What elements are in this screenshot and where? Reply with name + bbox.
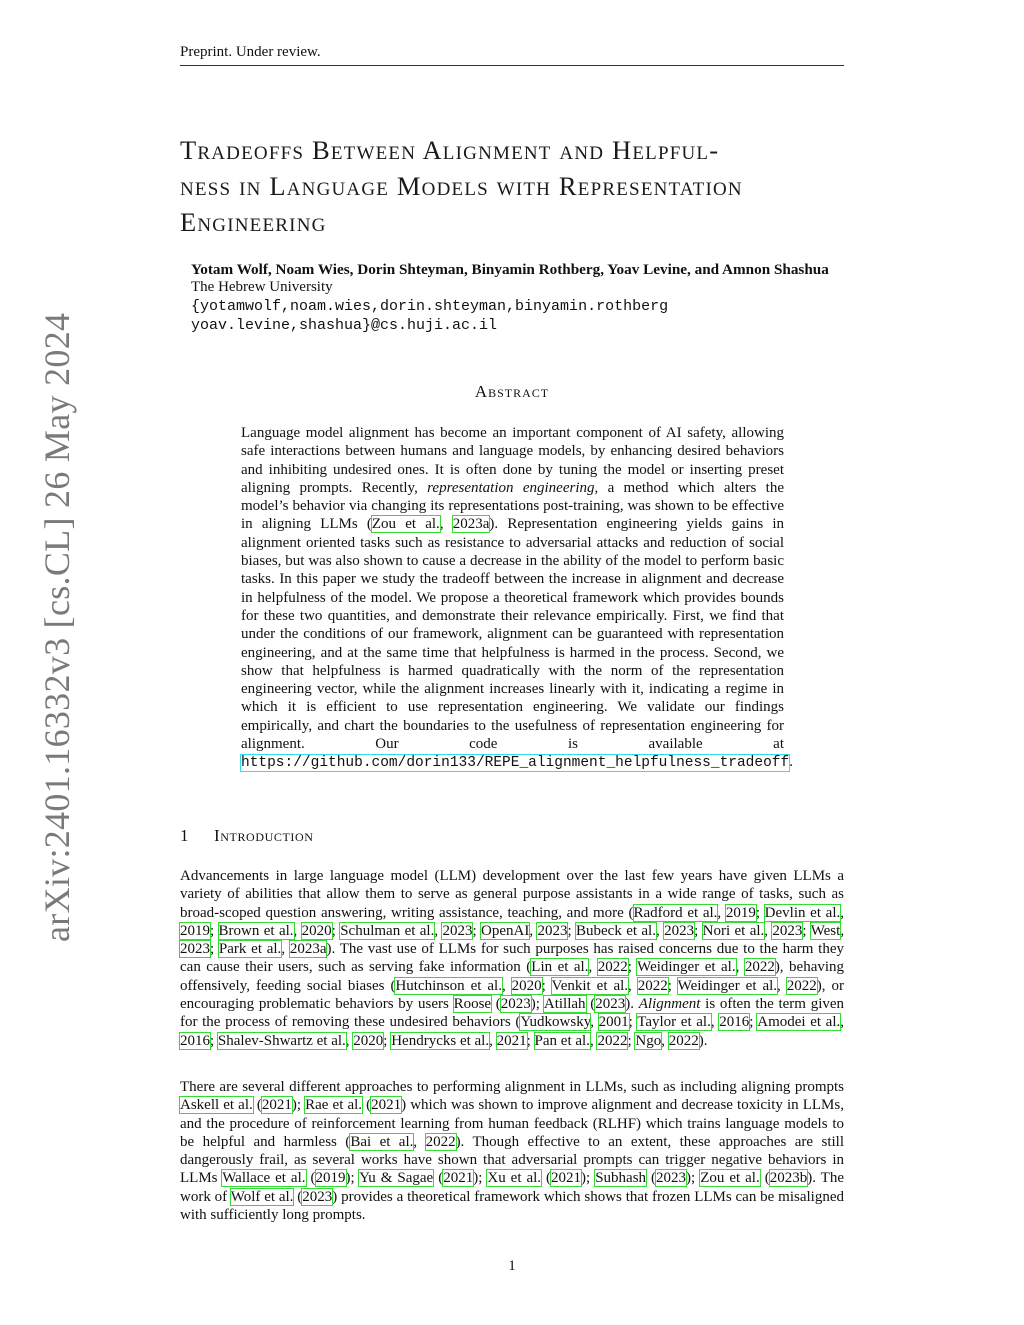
header-rule: [180, 65, 844, 66]
citation-link[interactable]: 2023: [442, 922, 473, 939]
author-email: {yotamwolf,noam.wies,dorin.shteyman,binyamin.rothberg: [191, 298, 669, 315]
citation-link[interactable]: 2022: [668, 1032, 699, 1049]
text-run: ). The work of: [180, 1170, 844, 1205]
text-run: .: [789, 754, 793, 771]
citation-link[interactable]: Weidinger et al.: [677, 977, 778, 994]
text-run: ). Though effective to an extent, these approaches are still dangerously frail, as several works have shown that adversarial prompts can trigger negative behaviors in LLMs: [180, 1133, 844, 1187]
text-run: );: [686, 1170, 701, 1187]
text-run: ;: [628, 1014, 638, 1031]
citation-link[interactable]: 2023: [500, 996, 531, 1013]
title-line: Engineering: [180, 207, 327, 237]
text-run: ), or encouraging problematic behaviors by users: [180, 977, 844, 1013]
citation-link[interactable]: 2021: [261, 1097, 292, 1114]
citation-link[interactable]: West: [810, 922, 841, 939]
citation-link[interactable]: Lin et al.: [531, 959, 589, 976]
section-title: Introduction: [214, 826, 314, 845]
citation-link[interactable]: Weidinger et al.: [637, 959, 736, 976]
citation-link[interactable]: Zou et al.: [700, 1170, 760, 1187]
text-run: ,: [489, 1032, 497, 1049]
text-run: (: [433, 1170, 444, 1187]
text-run: ;: [210, 941, 219, 958]
text-run: Language model alignment has become an important component of AI safety, allowing safe interactions between humans and language models, by enhancing desired behaviors and inhibiting undesired ones. It is often done by tuning the model or inserting preset aligning prompts. Recently,: [241, 425, 784, 496]
text-run: (: [362, 1097, 372, 1114]
citation-link[interactable]: Brown et al.: [218, 922, 294, 939]
text-run: ;: [749, 1014, 758, 1031]
author-list: Yotam Wolf, Noam Wies, Dorin Shteyman, Binyamin Rothberg, Yoav Levine, and Amnon Shashua: [191, 261, 829, 278]
text-run: ).: [625, 996, 639, 1013]
citation-link[interactable]: Amodei et al.: [757, 1014, 841, 1031]
text-run: ,: [661, 1032, 669, 1049]
text-run: ,: [293, 922, 302, 939]
text-run: (: [646, 1170, 657, 1187]
text-run: (: [293, 1188, 303, 1205]
text-run: ,: [434, 922, 443, 939]
citation-link[interactable]: 2023: [595, 996, 626, 1013]
text-run: ,: [717, 904, 726, 921]
citation-link[interactable]: Schulman et al.: [340, 922, 435, 939]
citation-link[interactable]: Roose: [453, 996, 492, 1013]
text-run: ;: [694, 922, 703, 939]
citation-link[interactable]: 2022: [786, 977, 817, 994]
text-run: ;: [210, 922, 219, 939]
citation-link[interactable]: Yu & Sagae: [359, 1170, 434, 1187]
citation-link[interactable]: 2023: [537, 922, 568, 939]
text-run: ,: [529, 922, 538, 939]
text-run: ;: [627, 1032, 636, 1049]
affiliation: The Hebrew University: [191, 279, 333, 295]
citation-link[interactable]: Venkit et al.: [551, 977, 629, 994]
citation-link[interactable]: Wallace et al.: [222, 1170, 306, 1187]
citation-link[interactable]: Nori et al.: [702, 922, 765, 939]
citation-link[interactable]: 2021: [371, 1097, 402, 1114]
abstract-body: [241, 424, 793, 773]
citation-link[interactable]: 2021: [496, 1032, 527, 1049]
citation-link[interactable]: 2021: [443, 1170, 474, 1187]
citation-link[interactable]: 2022: [597, 959, 628, 976]
citation-link[interactable]: 2022: [597, 1032, 628, 1049]
text-run: (: [541, 1170, 552, 1187]
abstract-heading: Abstract: [474, 382, 550, 401]
text-run: );: [345, 1170, 360, 1187]
citation-link[interactable]: Taylor et al.: [637, 1014, 711, 1031]
text-run: ,: [735, 959, 745, 976]
text-run: ) which was shown to improve alignment and decrease toxicity in LLMs, and the procedure of reinforcement learning from human feedback (RLHF) which trains language models to be helpful and harmless (: [180, 1097, 844, 1150]
citation-link[interactable]: Radford et al.: [633, 904, 718, 921]
citation-link[interactable]: 2023: [302, 1188, 333, 1205]
text-run: ,: [439, 516, 453, 533]
text-run: ). The vast use of LLMs for such purposes has raised concerns due to the harm they can cause their users, such as serving fake information (: [180, 941, 845, 976]
citation-link[interactable]: 2016: [180, 1032, 210, 1049]
text-run: ). Representation engineering yields gains in alignment oriented tasks such as resistance to adversarial attacks and reduction of social biases, but was also shown to cause a decrease in the ability of the model to perform basic tasks. In this paper we study the tradeoff between the increase in alignment and decrease in helpfulness of the model. We propose a theoretical framework which provides bounds for these two quantities, and demonstrate their relevance empirically. First, we find that under the conditions of our framework, alignment can be guaranteed with representation engineering, and at the same time that helpfulness is harmed in the process. Second, we show that helpfulness is harmed quadratically with the norm of the representation engineering vector, while the alignment increases linearly with it, indicating a regime in which it is efficient to use representation engineering. We validate our findings empirically, and chart the boundaries to the usefulness of representation engineering for alignment. Our code is available at: [241, 516, 785, 753]
citation-link[interactable]: Bubeck et al.: [576, 922, 656, 939]
text-run: ;: [567, 922, 577, 939]
citation-link[interactable]: 2022: [425, 1133, 456, 1150]
text-run: ;: [541, 977, 552, 994]
citation-link[interactable]: 2020: [353, 1032, 384, 1049]
text-run: (: [759, 1170, 770, 1187]
text-run: ;: [331, 922, 341, 939]
citation-link[interactable]: 2020: [301, 922, 332, 939]
text-run: (: [252, 1097, 262, 1114]
citation-link[interactable]: Subhash: [595, 1170, 647, 1187]
citation-link[interactable]: 2001: [598, 1014, 629, 1031]
citation-link[interactable]: Askell et al.: [180, 1097, 253, 1114]
text-run: ,: [590, 1014, 599, 1031]
section-number: 1: [180, 826, 189, 845]
text-run: is often the term given for the process of removing these undesired behaviors (: [180, 996, 845, 1031]
paper-title: [180, 132, 860, 240]
text-run: );: [581, 1170, 596, 1187]
text-run: ,: [588, 959, 598, 976]
text-run: ;: [667, 977, 678, 994]
citation-link[interactable]: 2021: [551, 1170, 582, 1187]
text-run: ;: [755, 904, 765, 921]
citation-link[interactable]: 2020: [511, 977, 542, 994]
text-run: );: [473, 1170, 488, 1187]
citation-link[interactable]: OpenAI: [481, 922, 530, 939]
citation-link[interactable]: 2023: [180, 941, 210, 958]
citation-link[interactable]: 2019: [315, 1170, 346, 1187]
citation-link[interactable]: Shalev-Shwartz et al.: [217, 1032, 346, 1049]
citation-link[interactable]: Rae et al.: [305, 1097, 363, 1114]
text-run: (: [491, 996, 501, 1013]
text-run: ,: [501, 977, 512, 994]
citation-link[interactable]: 2023b: [769, 1170, 808, 1187]
text-run: ,: [628, 977, 638, 994]
title-line: Tradeoffs Between Alignment and Helpful-: [180, 135, 720, 165]
citation-link[interactable]: 2019: [725, 904, 756, 921]
text-run: (: [585, 996, 596, 1013]
text-run: ,: [655, 922, 665, 939]
citation-link[interactable]: 2019: [180, 922, 210, 939]
citation-link[interactable]: 2016: [719, 1014, 750, 1031]
citation-link[interactable]: 2023: [664, 922, 695, 939]
emphasis-text: representation engineering: [427, 479, 595, 496]
text-run: ,: [777, 977, 787, 994]
text-run: ,: [345, 1032, 354, 1049]
running-header: Preprint. Under review.: [180, 44, 321, 60]
citation-link[interactable]: Hendrycks et al.: [391, 1032, 490, 1049]
arxiv-identifier-stamp: arXiv:2401.16332v3 [cs.CL] 26 May 2024: [37, 312, 77, 942]
text-run: ;: [627, 959, 638, 976]
citation-link[interactable]: Xu et al.: [487, 1170, 542, 1187]
citation-link[interactable]: Devlin et al.: [764, 904, 841, 921]
text-run: );: [530, 996, 544, 1013]
citation-link[interactable]: Pan et al.: [534, 1032, 590, 1049]
citation-link[interactable]: Atillah: [543, 996, 586, 1013]
text-run: ;: [472, 922, 482, 939]
citation-link[interactable]: Bai et al.: [350, 1133, 414, 1150]
citation-link[interactable]: Park et al.: [218, 941, 282, 958]
title-line: ness in Language Models with Representation: [180, 171, 743, 201]
text-run: ;: [802, 922, 811, 939]
code-url-link[interactable]: https://github.com/dorin133/REPE_alignment_helpfulness_tradeoff: [241, 755, 790, 772]
text-run: ;: [526, 1032, 535, 1049]
text-run: ,: [840, 1014, 844, 1031]
citation-link[interactable]: Hutchinson et al.: [395, 977, 502, 994]
emphasis-text: Alignment: [638, 996, 701, 1013]
text-run: ,: [589, 1032, 598, 1049]
citation-link[interactable]: Ngo: [635, 1032, 662, 1049]
text-run: ,: [840, 904, 844, 921]
text-run: ) provides a theoretical framework which shows that frozen LLMs can be misaligned with sufficiently long prompts.: [180, 1188, 844, 1224]
citation-link[interactable]: 2023: [656, 1170, 687, 1187]
section-heading-introduction: [180, 826, 314, 846]
text-run: ,: [413, 1133, 426, 1150]
text-run: There are several different approaches to performing alignment in LLMs, such as including aligning prompts: [180, 1079, 844, 1095]
citation-link[interactable]: Zou et al.: [371, 516, 440, 533]
page-number: 1: [508, 1258, 516, 1274]
author-email: yoav.levine,shashua}@cs.huji.ac.il: [191, 317, 498, 334]
text-run: ), behaving offensively, feeding social biases (: [180, 959, 845, 994]
text-run: ,: [840, 922, 845, 939]
text-run: , a method which alters the model’s behavior via changing its representations post-training, was shown to be effective in aligning LLMs (: [241, 479, 784, 533]
text-run: ,: [281, 941, 290, 958]
citation-link[interactable]: Wolf et al.: [230, 1188, 294, 1205]
citation-link[interactable]: 2023a: [289, 941, 327, 958]
citation-link[interactable]: 2023: [772, 922, 803, 939]
text-run: ).: [698, 1032, 708, 1049]
text-run: (: [305, 1170, 316, 1187]
intro-paragraph-1: [180, 867, 844, 1050]
intro-paragraph-2: [180, 1078, 844, 1224]
citation-link[interactable]: 2023a: [452, 516, 490, 533]
text-run: );: [291, 1097, 306, 1114]
text-run: ,: [710, 1014, 720, 1031]
citation-link[interactable]: Yudkowsky: [520, 1014, 591, 1031]
citation-link[interactable]: 2022: [744, 959, 775, 976]
text-run: ,: [764, 922, 773, 939]
text-run: ;: [383, 1032, 392, 1049]
text-run: ;: [210, 1032, 218, 1049]
citation-link[interactable]: 2022: [637, 977, 668, 994]
text-run: Advancements in large language model (LLM) development over the last few years have given LLMs a variety of abilities that allow them to serve as general purpose assistants in a wide range of tasks, such as broad-scoped question answering, writing assistance, teaching, and more (: [180, 868, 844, 921]
